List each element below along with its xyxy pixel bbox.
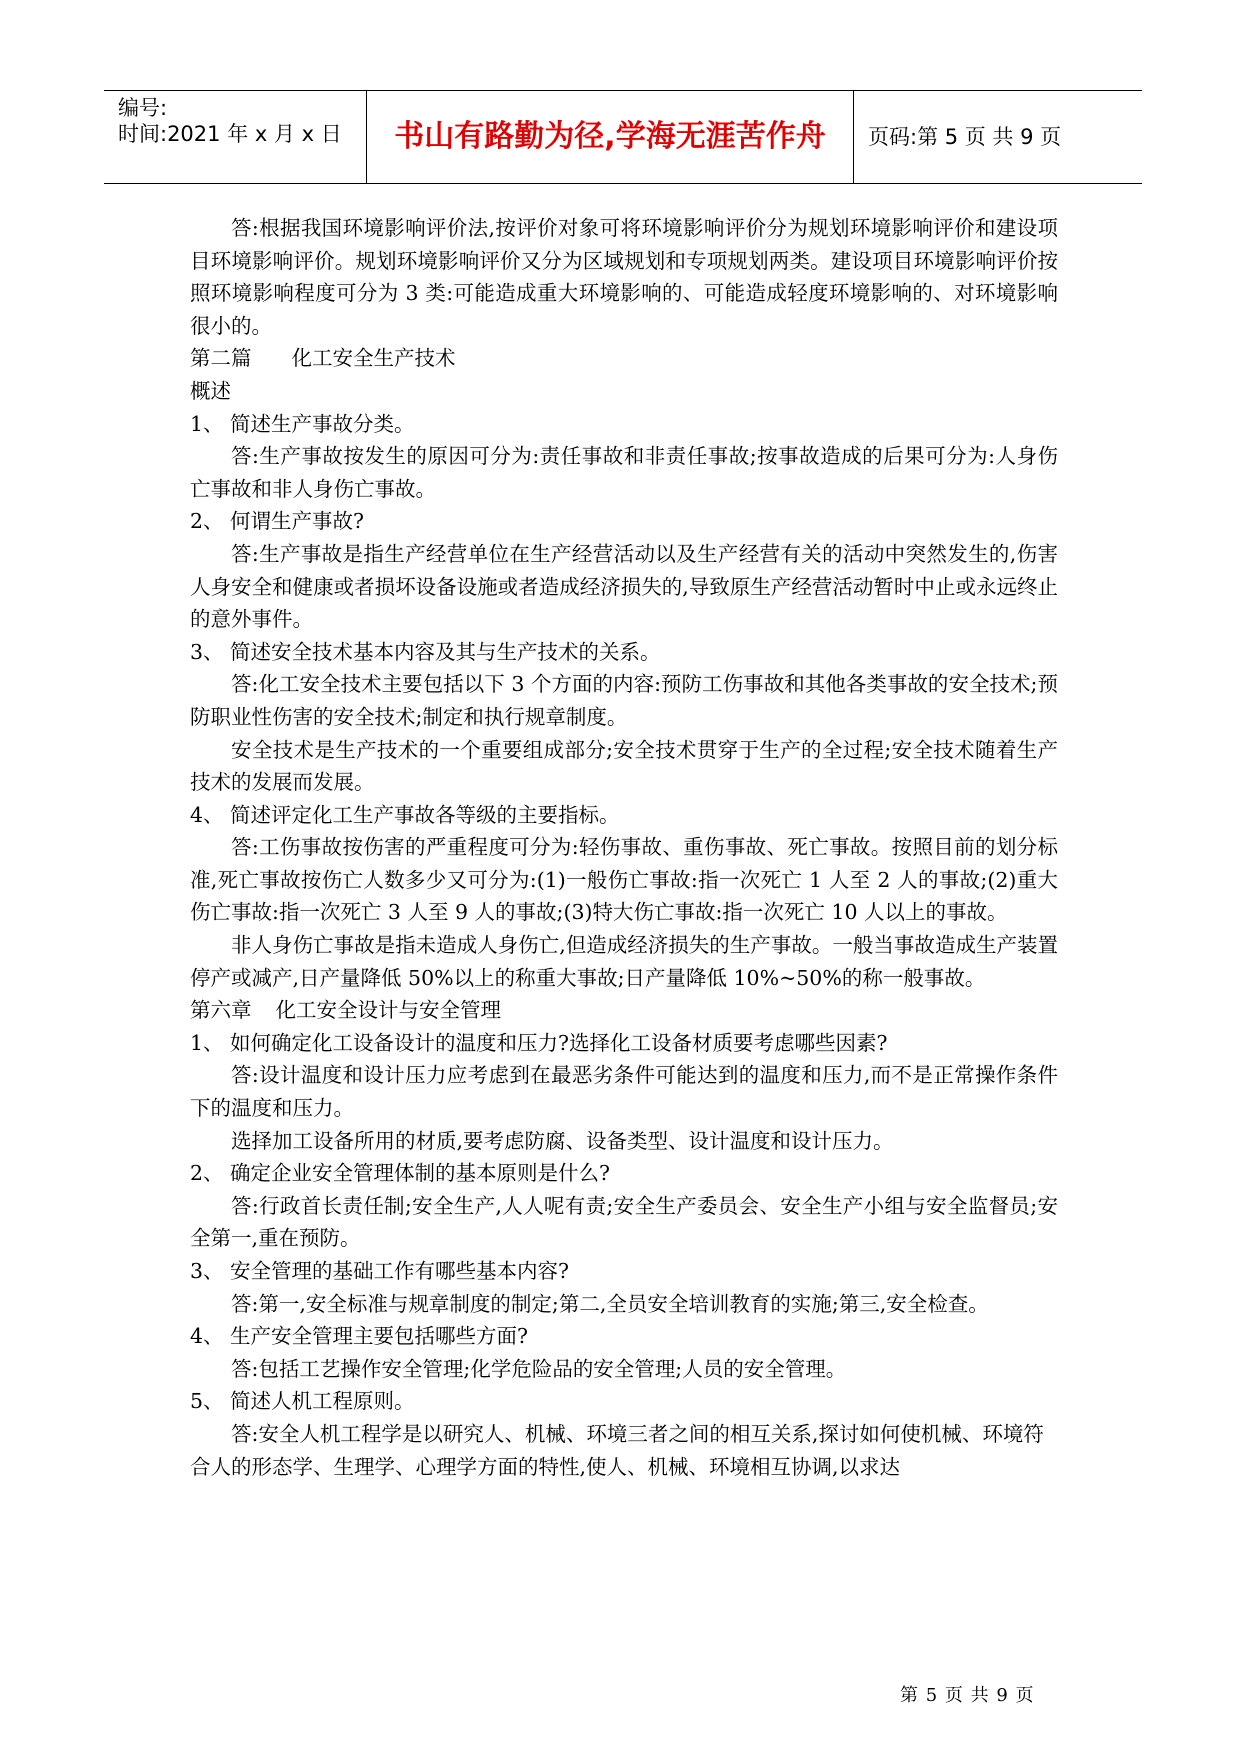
document-body (190, 212, 1058, 1483)
footer-page-number: 第 5 页 共 9 页 (900, 1685, 1035, 1706)
motto-text: 书山有路勤为径,学海无涯苦作舟 (394, 119, 826, 154)
answer: 非人身伤亡事故是指未造成人身伤亡,但造成经济损失的生产事故。一般当事故造成生产装置停产或减产,日产量降低 50%以上的称重大事故;日产量降低 10%~50%的称一般事故。 (190, 933, 1058, 990)
part-heading (190, 342, 1058, 375)
answer: 答:生产事故是指生产经营单位在生产经营活动以及生产经营有关的活动中突然发生的,伤害人身安全和健康或者损坏设备设施或者造成经济损失的,导致原生产经营活动暂时中止或永远终止的意外事件。 (190, 541, 1058, 632)
date-label: 时间:2021 年 x 月 x 日 (118, 122, 342, 146)
part-number: 第二篇 (190, 346, 252, 371)
header-motto-cell (366, 91, 854, 183)
question: 1、 如何确定化工设备设计的温度和压力?选择化工设备材质要考虑哪些因素? (190, 1030, 888, 1055)
answer: 答:第一,安全标准与规章制度的制定;第二,全员安全培训教育的实施;第三,安全检查。 (231, 1291, 989, 1316)
answer: 答:行政首长责任制;安全生产,人人呢有责;安全生产委员会、安全生产小组与安全监督员;安全第一,重在预防。 (190, 1193, 1058, 1251)
question: 3、 安全管理的基础工作有哪些基本内容? (190, 1259, 570, 1283)
part-title: 化工安全生产技术 (291, 346, 456, 371)
answer: 选择加工设备所用的材质,要考虑防腐、设备类型、设计温度和设计压力。 (231, 1128, 894, 1153)
header-page-cell (854, 91, 1142, 183)
question: 4、 简述评定化工生产事故各等级的主要指标。 (190, 802, 620, 827)
answer: 答:生产事故按发生的原因可分为:责任事故和非责任事故;按事故造成的后果可分为:人身伤亡事故和非人身伤亡事故。 (190, 444, 1058, 501)
header-info-cell (104, 91, 366, 183)
chapter-title: 化工安全设计与安全管理 (275, 998, 501, 1023)
question: 2、 确定企业安全管理体制的基本原则是什么? (190, 1161, 611, 1186)
question: 4、 生产安全管理主要包括哪些方面? (190, 1324, 529, 1349)
question: 2、 何谓生产事故? (190, 509, 365, 534)
answer: 答:设计温度和设计压力应考虑到在最恶劣条件可能达到的温度和压力,而不是正常操作条件下的温度和压力。 (190, 1063, 1058, 1121)
paragraph: 答:根据我国环境影响评价法,按评价对象可将环境影响评价分为规划环境影响评价和建设项目环境影响评价。规划环境影响评价又分为区域规划和专项规划两类。建设项目环境影响评价按照环境影响程度可分为 3 类:可能造成重大环境影响的、可能造成轻度环境影响的、对环境影响很小的。 (190, 216, 1058, 338)
header-page-number: 页码:第 5 页 共 9 页 (868, 125, 1062, 149)
section-heading: 概述 (190, 378, 231, 403)
answer: 答:化工安全技术主要包括以下 3 个方面的内容:预防工伤事故和其他各类事故的安全技术;预防职业性伤害的安全技术;制定和执行规章制度。 (190, 672, 1058, 729)
answer: 答:安全人机工程学是以研究人、机械、环境三者之间的相互关系,探讨如何使机械、环境符合人的形态学、生理学、心理学方面的特性,使人、机械、环境相互协调,以求达 (190, 1421, 1044, 1479)
chapter-number: 第六章 (190, 998, 252, 1023)
answer: 安全技术是生产技术的一个重要组成部分;安全技术贯穿于生产的全过程;安全技术随着生产技术的发展而发展。 (190, 737, 1058, 795)
answer: 答:包括工艺操作安全管理;化学危险品的安全管理;人员的安全管理。 (231, 1356, 847, 1381)
header-table (104, 90, 1142, 184)
document-number-label: 编号: (118, 96, 168, 120)
question: 5、 简述人机工程原则。 (190, 1389, 415, 1414)
chapter-heading (190, 994, 1058, 1027)
answer: 答:工伤事故按伤害的严重程度可分为:轻伤事故、重伤事故、死亡事故。按照目前的划分标准,死亡事故按伤亡人数多少又可分为:(1)一般伤亡事故:指一次死亡 1 人至 2 人的事故;(2)重大伤亡事故:指一次死亡 3 人至 9 人的事故;(3)特大伤亡事故:指一次死亡 10 人以上的事故。 (190, 835, 1058, 925)
question: 1、 简述生产事故分类。 (190, 411, 415, 436)
question: 3、 简述安全技术基本内容及其与生产技术的关系。 (190, 639, 661, 664)
